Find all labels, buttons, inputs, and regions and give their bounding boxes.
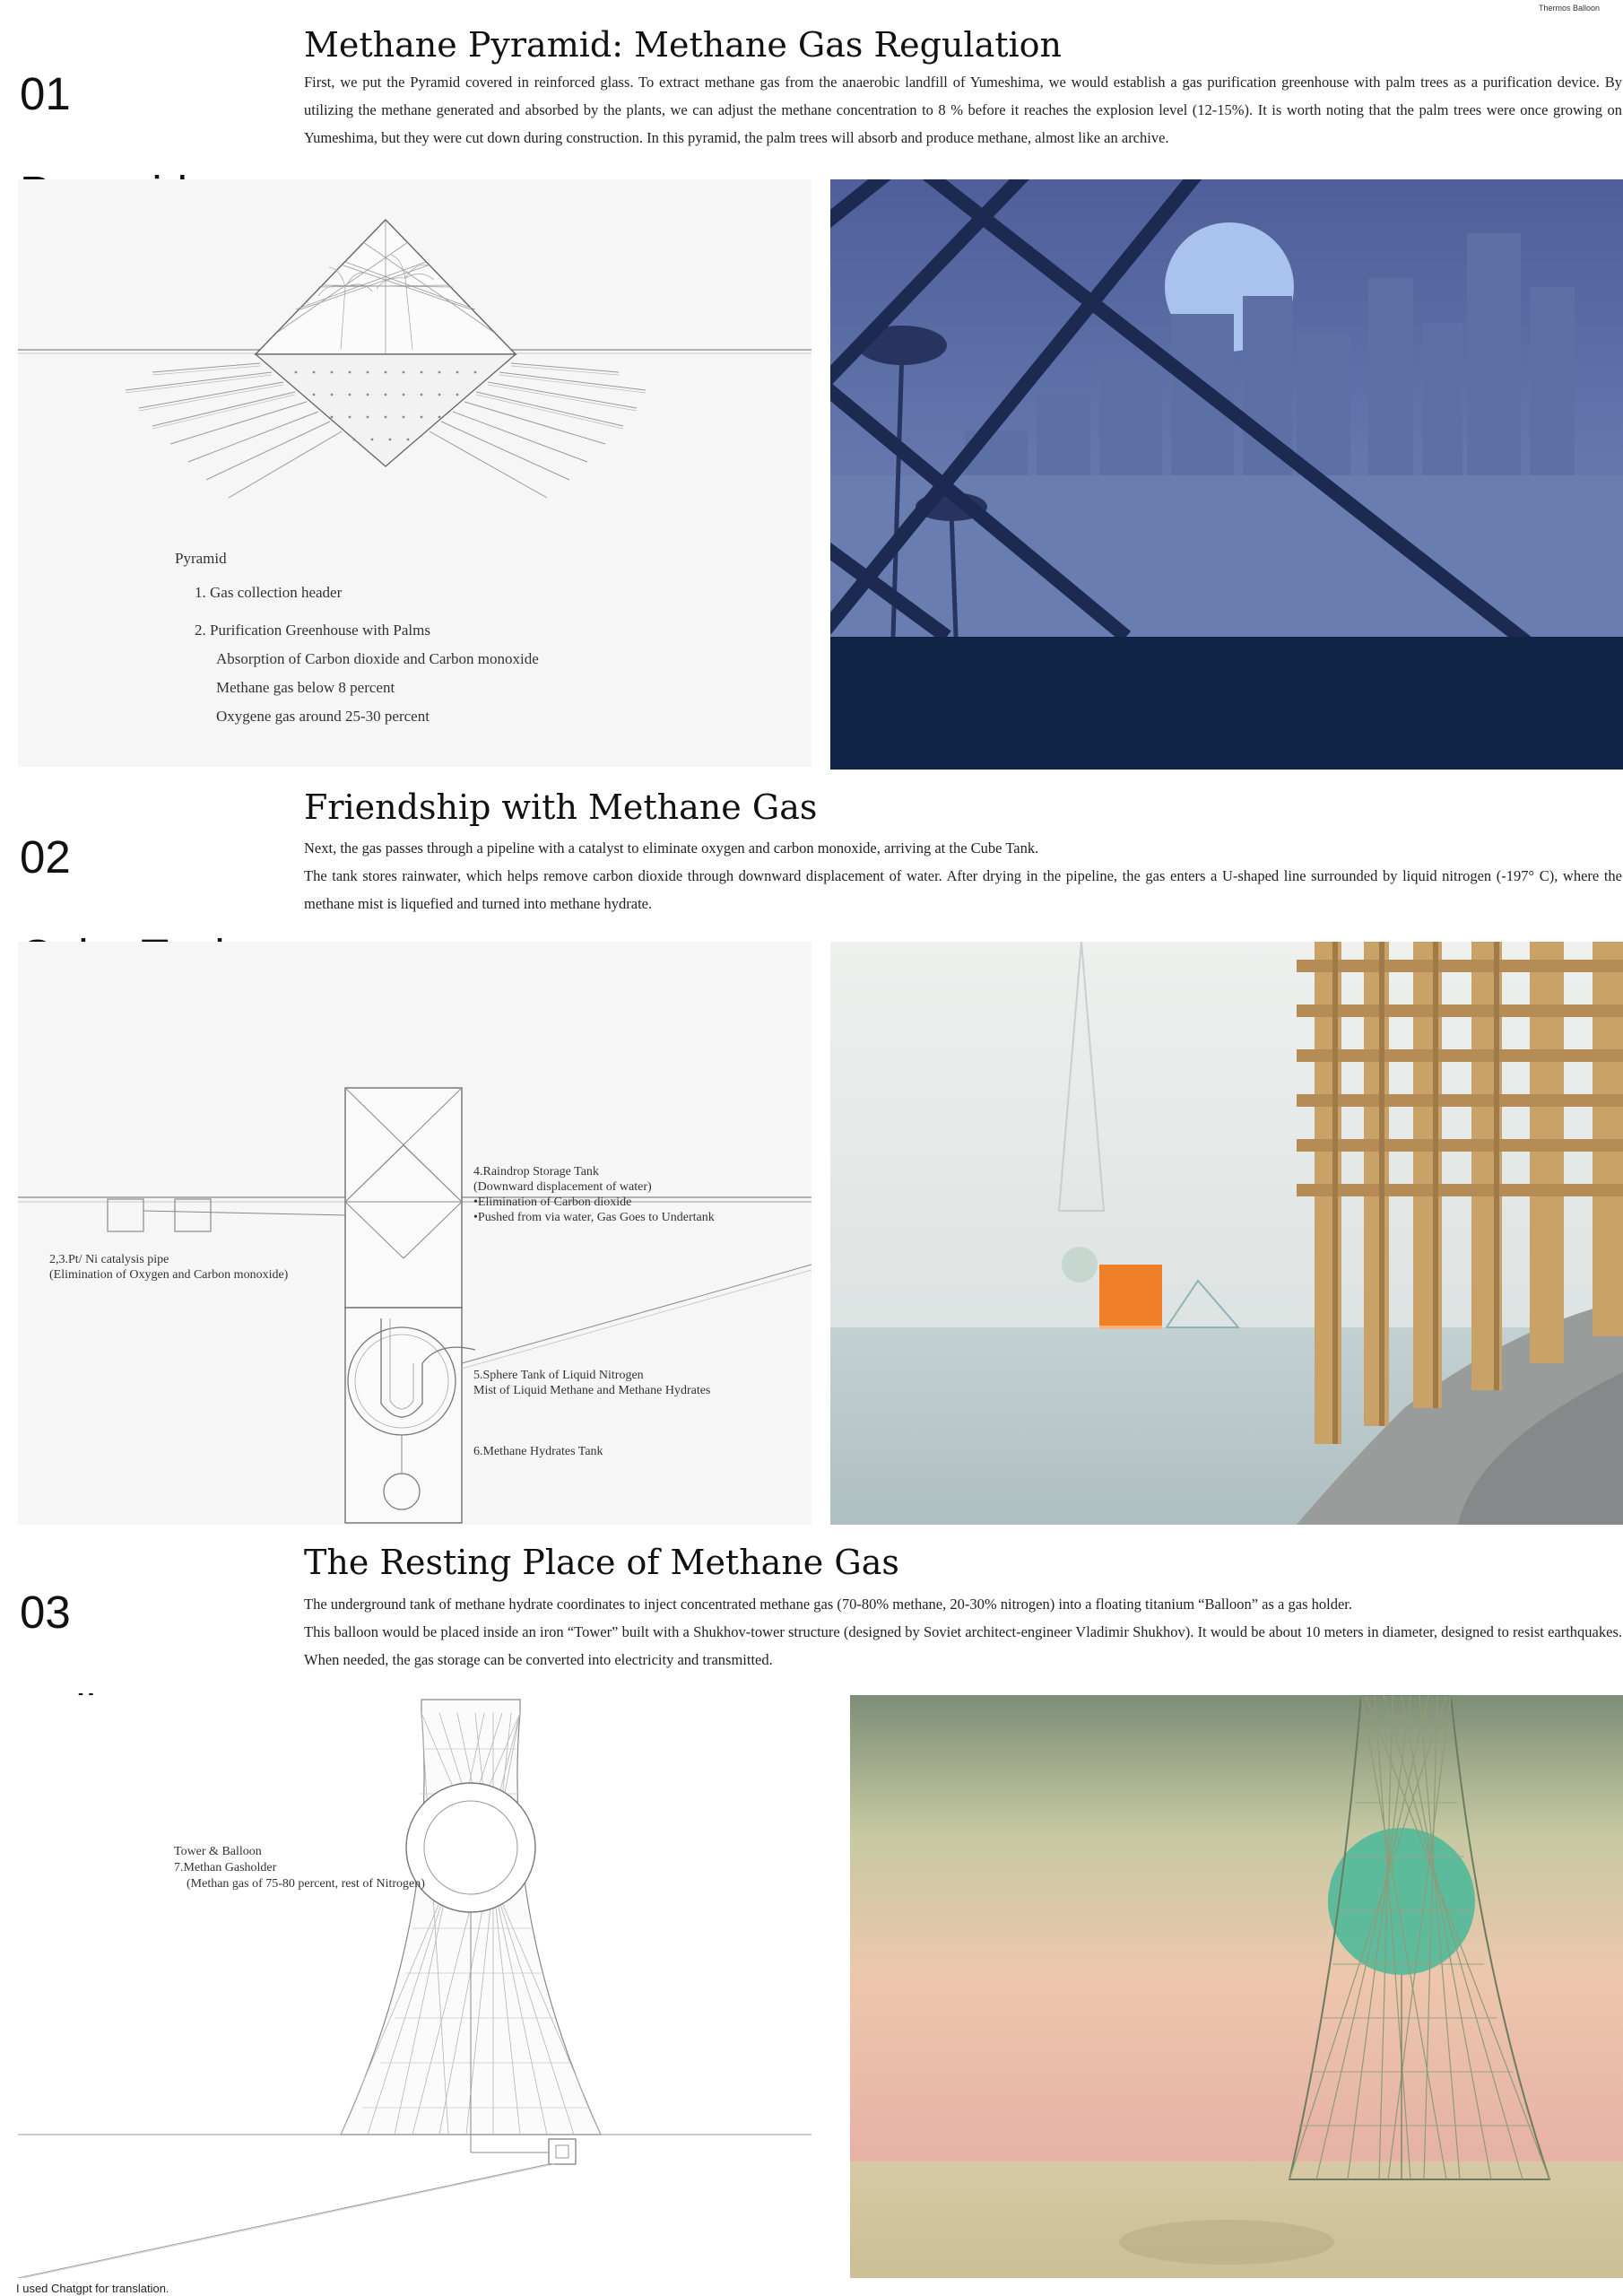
label-line: (Elimination of Oxygen and Carbon monoxide)	[49, 1268, 289, 1282]
cube-tank-drawing-icon	[18, 942, 812, 1525]
section-title: Friendship with Methane Gas	[304, 787, 818, 827]
label-line: (Methan gas of 75-80 percent, rest of Nitrogen)	[187, 1877, 425, 1891]
section-title: Methane Pyramid: Methane Gas Regulation	[304, 25, 1062, 65]
legend-heading: Pyramid	[175, 550, 227, 567]
pipe-label	[49, 1252, 288, 1283]
cube-tank-drawing-panel	[18, 942, 812, 1525]
corner-title: Thermos Balloon	[1538, 4, 1600, 13]
raindrop-label	[473, 1164, 715, 1225]
body-paragraph: First, we put the Pyramid covered in reinforced glass. To extract methane gas from the anaerobic landfill of Yumeshima, we would establish a gas purification greenhouse with palm trees as a purification device. By utilizing the methane generated and absorbed by the plants, we can adjust the methane concentration to 8 % before it reaches the explosion level (12-15%). It is worth noting that the palm trees were once growing on Yumeshima, but they were cut down during construction. In this pyramid, the palm trees will absorb and produce methane, almost like an archive.	[304, 74, 1622, 146]
legend-subitem: Oxygene gas around 25-30 percent	[216, 708, 430, 725]
cube-tank-photo	[830, 942, 1623, 1525]
body-paragraph: Next, the gas passes through a pipeline with a catalyst to eliminate oxygen and carbon monoxide, arriving at the Cube Tank.	[304, 839, 1039, 857]
section-number: 03	[20, 1587, 71, 1638]
section-body	[304, 1590, 1622, 1674]
body-paragraph: This balloon would be placed inside an iron “Tower” built with a Shukhov-tower structure (designed by Soviet architect-engineer Vladimir Shukhov). It would be about 10 meters in diameter, designed to resist earthquakes. When needed, the gas storage can be converted into electricity and transmitted.	[304, 1623, 1622, 1668]
pyramid-drawing-panel	[18, 179, 812, 767]
section-number: 02	[20, 831, 71, 883]
legend-subitem: Absorption of Carbon dioxide and Carbon monoxide	[216, 650, 539, 667]
legend-subitem: Methane gas below 8 percent	[216, 679, 395, 696]
pyramid-legend	[175, 549, 539, 726]
balloon-tower-render	[850, 1695, 1623, 2278]
label-line: •Pushed from via water, Gas Goes to Undertank	[473, 1211, 715, 1224]
sphere-label	[473, 1368, 710, 1398]
tower-drawing-panel	[18, 1695, 812, 2278]
label-line: 4.Raindrop Storage Tank	[473, 1165, 599, 1178]
section-body	[304, 68, 1622, 152]
pyramid-night-image	[830, 179, 1623, 770]
label-line: Mist of Liquid Methane and Methane Hydrates	[473, 1384, 711, 1397]
footer-note: I used Chatgpt for translation.	[16, 2282, 169, 2295]
body-paragraph: The underground tank of methane hydrate coordinates to inject concentrated methane gas (70-80% methane, 20-30% nitrogen) into a floating titanium “Balloon” as a gas holder.	[304, 1596, 1352, 1613]
section-number: 01	[20, 68, 71, 119]
tower-label	[174, 1844, 425, 1892]
legend-item: 1. Gas collection header	[195, 584, 343, 601]
body-paragraph: The tank stores rainwater, which helps remove carbon dioxide through downward displacement of water. After drying in the pipeline, the gas enters a U-shaped line surrounded by liquid nitrogen (-197° C), where the methane mist is liquefied and turned into methane hydrate.	[304, 867, 1622, 912]
tower-drawing-icon	[18, 1695, 812, 2278]
label-line: (Downward displacement of water)	[473, 1180, 652, 1194]
label-line: 7.Methan Gasholder	[174, 1861, 277, 1874]
section-title: The Resting Place of Methane Gas	[304, 1543, 899, 1582]
legend-item: 2. Purification Greenhouse with Palms	[195, 622, 430, 639]
label-line: •Elimination of Carbon dioxide	[473, 1196, 632, 1209]
label-line: Tower & Balloon	[174, 1845, 262, 1858]
label-line: 5.Sphere Tank of Liquid Nitrogen	[473, 1369, 644, 1382]
label-line: 2,3.Pt/ Ni catalysis pipe	[49, 1253, 169, 1266]
hydrate-label: 6.Methane Hydrates Tank	[473, 1445, 603, 1458]
section-body	[304, 834, 1622, 918]
